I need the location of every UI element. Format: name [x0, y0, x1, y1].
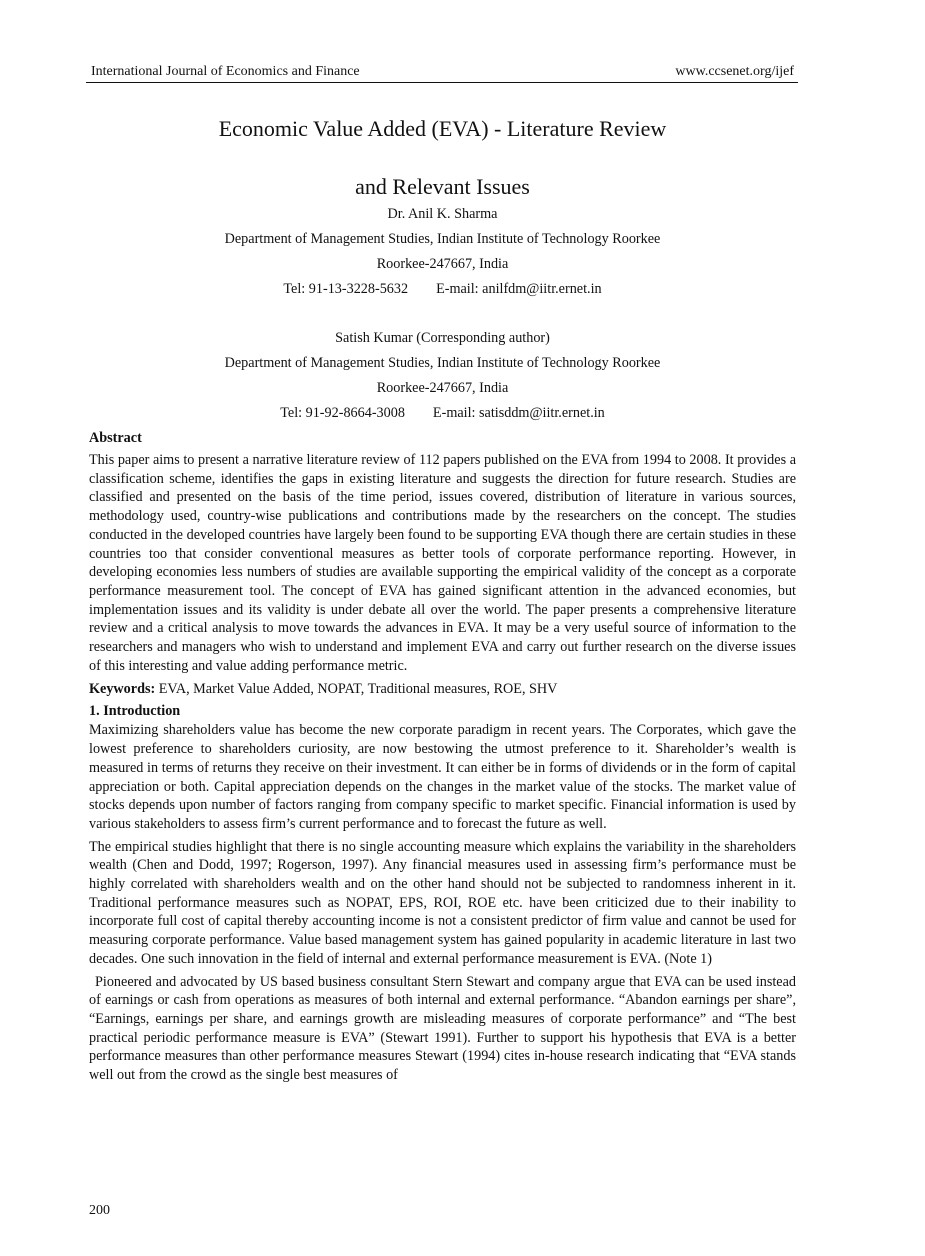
journal-name: International Journal of Economics and Finance: [91, 64, 360, 79]
author-name: Dr. Anil K. Sharma: [387, 206, 498, 222]
keywords-label: Keywords:: [89, 681, 156, 698]
title-line-2: and Relevant Issues: [355, 174, 530, 199]
author-block-1: [89, 202, 796, 302]
author-department: Department of Management Studies, Indian Institute of Technology Roorkee: [224, 355, 661, 371]
author-email: E-mail: anilfdm@iitr.ernet.in: [436, 281, 602, 297]
keywords-line: [89, 679, 796, 701]
intro-paragraph-2: The empirical studies highlight that there is no single accounting measure which explains the variability in the shareholders wealth (Chen and Dodd, 1997; Rogerson, 1997). Any financial measures used in assessing firm’s performance must be highly correlated with shareholders wealth and on the other hand should not be subjected to randomness inherent in it. Traditional performance measures such as NOPAT, EPS, ROI, ROE etc. have been criticized due to their inability to incorporate full cost of capital thereby accounting income is not a consistent predictor of firm value and cannot be used for measuring corporate performance. Value based management system has gained popularity in academic literature in last two decades. One such innovation in the field of internal and external performance measurement is EVA. (Note 1): [89, 838, 796, 967]
intro-paragraph-1: Maximizing shareholders value has become the new corporate paradigm in recent years. The Corporates, which gave the lowest preference to shareholders curiosity, are now bestowing the utmost preference to it. Shareholder’s wealth is measured in terms of returns they receive on their investment. It can either be in forms of dividends or in the form of capital appreciation or both. Capital appreciation depends on the changes in the market value of the stocks. The market value of stocks depends upon number of factors ranging from company specific to market specific. Financial information is used by various stakeholders to assess firm’s current performance and to forecast the future as well.: [89, 722, 796, 832]
title-line-1: Economic Value Added (EVA) - Literature Review: [218, 116, 667, 141]
intro-paragraph-3: Pioneered and advocated by US based business consultant Stern Stewart and company argue that EVA can be used instead of earnings or cash from operations as measures of both internal and external performance. “Abandon earnings per share”, “Earnings, earnings per share, and earnings growth are misleading measures of corporate performance” and “The best practical periodic performance measure is EVA” (Stewart 1991). Further to support his hypothesis that EVA is a better performance measures than other performance measures Stewart (1994) cites in-house research indicating that “EVA stands well out from the crowd as the single best measures of: [89, 973, 796, 1084]
abstract-heading: Abstract: [89, 430, 142, 446]
header-divider: [86, 82, 798, 83]
introduction-heading: 1. Introduction: [89, 703, 181, 720]
paper-title: [89, 114, 796, 202]
author-name: Satish Kumar (Corresponding author): [335, 330, 550, 346]
author-email: E-mail: satisddm@iitr.ernet.in: [432, 405, 605, 421]
paper-body: [89, 428, 796, 1089]
author-tel: Tel: 91-13-3228-5632: [283, 281, 409, 297]
author-location: Roorkee-247667, India: [376, 380, 509, 396]
running-header: [89, 63, 796, 83]
author-block-2: [89, 326, 796, 426]
author-contact: [89, 277, 796, 302]
page-number: 200: [89, 1203, 110, 1218]
abstract-text: This paper aims to present a narrative literature review of 112 papers published on the EVA from 1994 to 2008. It provides a classification scheme, identifies the gaps in existing literature and suggests the direction for future research. Studies are classified and presented on the basis of the time period, issues covered, distribution of literature in various sources, methodology used, country-wise publications and contributions made by the researchers on the concept. The studies conducted in the developed countries have largely been found to be supporting EVA though there are certain studies in these countries too that consider conventional measures as better tools of corporate performance reporting. However, in developing economies less numbers of studies are available supporting the empirical validity of the concept as a corporate performance measurement tool. The concept of EVA has gained significant attention in the advanced economies, but implementation issues and its validity is under debate all over the world. The paper presents a comprehensive literature review and a critical analysis to move towards the advances in EVA. It may be a very useful source of information to the researchers and managers who wish to understand and implement EVA and carry out further research on the diverse issues of this interesting and value adding performance metric.: [89, 452, 796, 674]
author-tel: Tel: 91-92-8664-3008: [280, 405, 405, 421]
keywords-text: EVA, Market Value Added, NOPAT, Traditional measures, ROE, SHV: [155, 681, 558, 698]
author-contact: [89, 401, 796, 426]
author-location: Roorkee-247667, India: [376, 256, 509, 272]
author-department: Department of Management Studies, Indian Institute of Technology Roorkee: [224, 231, 661, 247]
journal-url: www.ccsenet.org/ijef: [675, 64, 794, 79]
